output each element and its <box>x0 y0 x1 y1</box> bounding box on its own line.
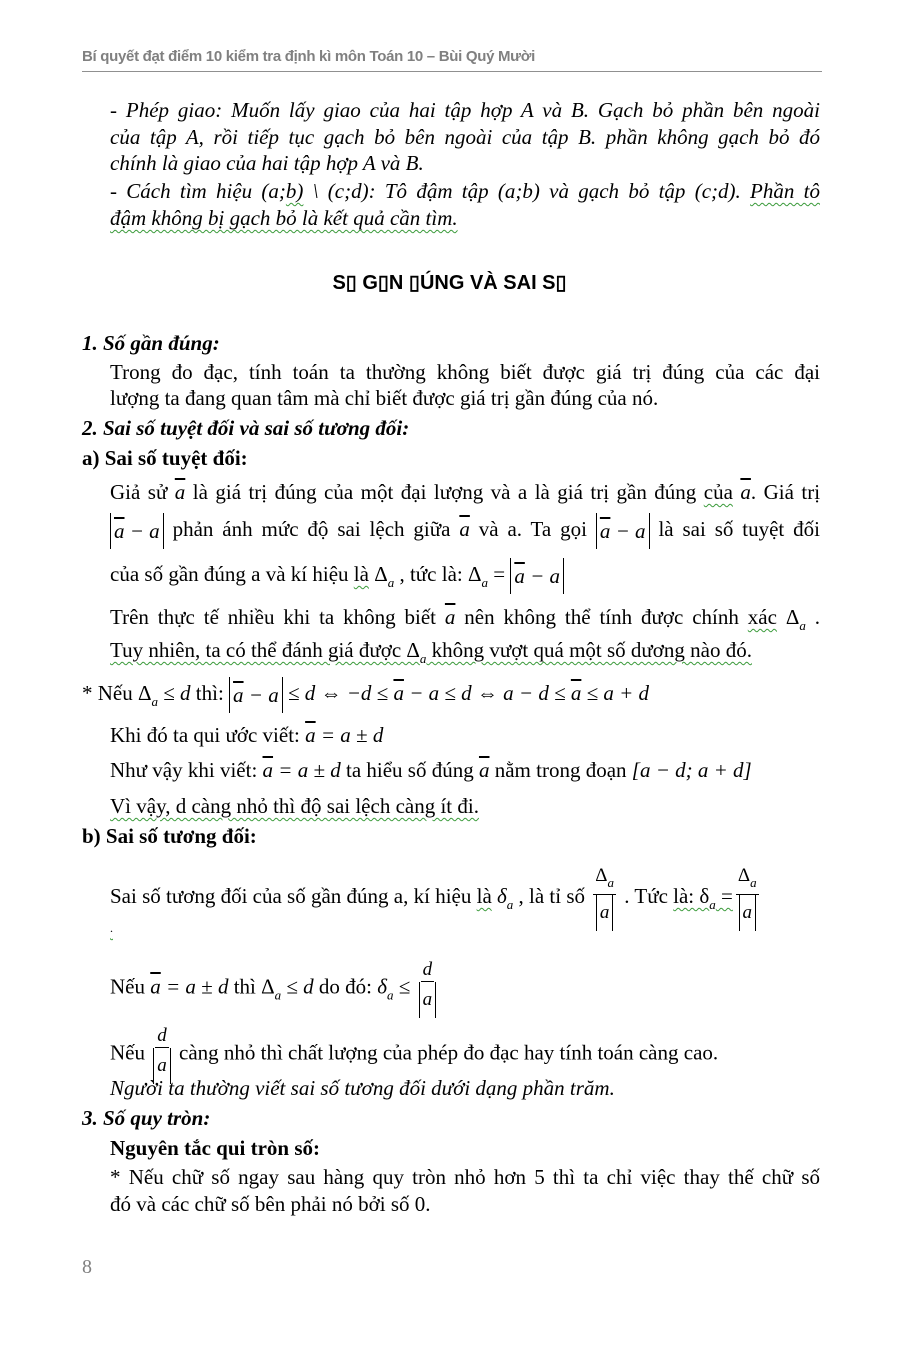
absolute-value <box>110 513 164 549</box>
paragraph-line <box>110 97 820 123</box>
absolute-value <box>739 895 757 931</box>
spellcheck-underlined-text: . <box>110 921 113 935</box>
text-run: Δ <box>595 865 608 886</box>
math-run: − a ≤ d ⇔ a − d ≤ <box>403 680 571 705</box>
text-run: Người ta thường viết sai số tương đối dưới dạng phần trăm. <box>110 1076 615 1100</box>
text-run: . Giá trị <box>750 480 821 504</box>
denominator <box>419 982 437 1018</box>
paragraph-line <box>110 757 752 783</box>
subscript: a <box>151 693 158 709</box>
formula-line <box>82 677 649 715</box>
text-run: * Nếu chữ số ngay sau hàng quy tròn nhỏ hơn 5 thì ta chỉ việc thay thế chữ số <box>110 1165 820 1189</box>
text-run: \ (c;d): Tô đậm tập (a;b) và gạch bỏ tập (c;d). <box>303 179 751 203</box>
paragraph-line <box>110 1164 820 1190</box>
math-run: = a ± d <box>160 974 229 999</box>
overline-variable: $\overline{a}$ <box>233 683 244 707</box>
text-run: là sai số tuyệt đối <box>649 516 821 541</box>
text-run: Nếu <box>110 1040 151 1065</box>
spellcheck-underlined-text: của <box>703 480 733 504</box>
text-run: * Nếu Δ <box>82 680 152 705</box>
overline-variable: $\overline{a}$ <box>570 680 582 705</box>
text-run: . <box>805 605 821 629</box>
paragraph-line <box>110 793 479 819</box>
spellcheck-underlined-text: b) <box>285 179 304 203</box>
absolute-value <box>596 513 650 549</box>
overline-variable: $\overline{a}$ <box>393 680 404 705</box>
numerator <box>593 865 616 895</box>
text-run: Δ <box>368 561 388 586</box>
math-run: = a ± d <box>273 758 341 782</box>
math-run: δ <box>377 974 388 999</box>
math-run: d <box>180 680 191 705</box>
text-run: nằm trong đoạn <box>489 758 632 782</box>
text-run: ta hiểu số đúng <box>340 758 479 782</box>
spellcheck-underlined-text: xác <box>747 605 777 629</box>
overline-variable: $\overline{a}$ <box>305 723 316 747</box>
text-run: 2. Sai số tuyệt đối và sai số tương đối: <box>82 416 410 440</box>
overline-variable: $\overline{a}$ <box>478 758 490 782</box>
absolute-value <box>229 677 283 713</box>
text-run: Trong đo đạc, tính toán ta thường không biết được giá trị đúng của các đại <box>110 360 820 384</box>
heading-1 <box>82 330 220 356</box>
text-run: , tức là: Δ <box>394 561 482 586</box>
text-run: là giá trị đúng của một đại lượng và a là giá trị gần đúng <box>185 480 704 504</box>
subscript: a <box>709 896 716 912</box>
numerator <box>736 865 759 895</box>
stray-dot <box>110 915 113 941</box>
subscript: a <box>799 618 806 633</box>
text-run: 1. Số gần đúng: <box>82 331 220 355</box>
subscript: a <box>387 574 395 590</box>
math-run: d <box>422 959 433 980</box>
overline-variable: $\overline{a}$ <box>150 974 161 999</box>
math-run: d <box>303 974 314 999</box>
text-run: Như vậy khi viết: <box>110 758 263 782</box>
note-line <box>110 1075 615 1101</box>
spellcheck-underlined-text: không vượt quá một số dương nào đó. <box>426 638 752 662</box>
paragraph-line <box>110 124 820 150</box>
overline-variable: $\overline{a}$ <box>514 564 525 588</box>
paragraph-line <box>110 604 820 639</box>
text-run: Nếu <box>110 974 151 999</box>
text-run: của số gần đúng a và kí hiệu <box>110 561 354 586</box>
subscript: a <box>419 651 427 666</box>
math-run: − a <box>524 564 560 588</box>
math-run: a <box>422 989 433 1010</box>
text-run: b) Sai số tương đối: <box>82 824 257 848</box>
text-run: thì Δ <box>228 974 275 999</box>
text-run: lượng ta đang quan tâm mà chỉ biết được giá trị gần đúng của nó. <box>110 386 659 410</box>
spellcheck-underlined-text: là <box>476 883 492 908</box>
text-run: = <box>487 561 511 586</box>
text-run: a) Sai số tuyệt đối: <box>82 446 248 470</box>
fraction <box>419 959 437 1018</box>
paragraph-line <box>110 865 762 931</box>
fraction <box>593 865 616 931</box>
numerator <box>155 1025 169 1048</box>
paragraph-line <box>110 479 820 505</box>
subscript: a <box>750 875 757 890</box>
math-run: δ <box>497 883 507 908</box>
paragraph-line <box>110 205 458 231</box>
paragraph-line <box>110 150 424 176</box>
math-run: ≤ d ⇔ −d ≤ <box>282 680 394 705</box>
text-run: phản ánh mức độ sai lệch giữa <box>163 516 460 541</box>
text-run: ≤ <box>393 974 416 999</box>
math-run: ≤ a + d <box>581 680 650 705</box>
overline-variable: $\overline{a}$ <box>174 480 186 504</box>
overline-variable: $\overline{a}$ <box>740 480 751 504</box>
paragraph-line <box>110 178 820 204</box>
text-run: , là tỉ số <box>513 883 591 908</box>
denominator <box>596 895 614 931</box>
math-run: a <box>742 902 752 923</box>
text-run: Δ <box>737 865 751 886</box>
text-run: Δ <box>776 605 800 629</box>
subheading-b <box>82 823 257 849</box>
paragraph-line <box>110 513 820 549</box>
text-run: 3. Số quy tròn: <box>82 1106 211 1130</box>
text-run: chính là giao của hai tập hợp A và B. <box>110 151 424 175</box>
paragraph-line <box>110 722 383 748</box>
math-run: − a <box>610 519 646 543</box>
formula-line <box>110 959 439 1018</box>
overline-variable: $\overline{a}$ <box>459 516 470 541</box>
text-run: của tập A, rồi tiếp tục gạch bỏ bên ngoài của tập B. phần không gạch bỏ đó <box>110 125 820 149</box>
text-run: Trên thực tế nhiều khi ta không biết <box>110 605 445 629</box>
text-run: ≤ <box>281 974 304 999</box>
text-run: thì: <box>190 680 230 705</box>
text-run: đó và các chữ số bên phải nó bởi số 0. <box>110 1192 431 1216</box>
paragraph-line <box>110 1191 431 1217</box>
rule-heading <box>110 1135 320 1161</box>
numerator <box>421 959 435 982</box>
subscript: a <box>607 875 614 890</box>
text-run: Khi đó ta qui ước viết: <box>110 723 306 747</box>
spellcheck-underlined-text: = <box>715 883 733 908</box>
denominator <box>739 895 757 931</box>
text-run: Sai số tương đối của số gần đúng a, kí hiệu <box>110 883 477 908</box>
text-run: càng nhỏ thì chất lượng của phép đo đạc hay tính toán càng cao. <box>173 1040 719 1065</box>
subscript: a <box>506 896 514 912</box>
text-run: Giả sử <box>110 480 175 504</box>
text-run: Nguyên tắc qui tròn số: <box>110 1136 321 1160</box>
text-run: do đó: <box>313 974 378 999</box>
text-run: - Phép giao: Muốn lấy giao của hai tập hợp A và B. Gạch bỏ phần bên ngoài <box>110 98 820 122</box>
section-title: S▯ G▯N ▯ÚNG VÀ SAI S▯ <box>332 272 567 294</box>
overline-variable: $\overline{a}$ <box>262 758 274 782</box>
paragraph-line <box>110 558 564 596</box>
math-run: [a − d; a + d] <box>631 758 752 782</box>
paragraph-line <box>110 637 752 672</box>
overline-variable: $\overline{a}$ <box>599 519 611 543</box>
math-run: − a <box>124 519 160 543</box>
text-run: ≤ <box>158 680 181 705</box>
math-run: a <box>599 902 610 923</box>
paragraph-line <box>110 359 820 385</box>
overline-variable: $\overline{a}$ <box>114 519 125 543</box>
subscript: a <box>481 574 488 590</box>
running-header: Bí quyết đạt điểm 10 kiểm tra định kì môn Toán 10 – Bùi Quý Mười <box>82 48 535 65</box>
spellcheck-underlined-text: Phần tô <box>750 179 820 203</box>
heading-2 <box>82 415 409 441</box>
absolute-value <box>419 982 437 1018</box>
overline-variable: $\overline{a}$ <box>444 605 456 629</box>
subheading-a <box>82 445 248 471</box>
subscript: a <box>387 987 394 1003</box>
page-number: 8 <box>82 1256 92 1278</box>
math-run: d <box>157 1025 167 1046</box>
spellcheck-underlined-text: Vì vậy, d càng nhỏ thì độ sai lệch càng ít đi. <box>110 794 479 818</box>
heading-3 <box>82 1105 210 1131</box>
header-divider <box>82 71 822 72</box>
absolute-value <box>510 558 564 594</box>
fraction <box>736 865 759 931</box>
spellcheck-underlined-text: là <box>353 561 369 586</box>
math-run: − a <box>243 683 279 707</box>
spellcheck-underlined-text: là: δ <box>673 883 710 908</box>
text-run: và a. Ta gọi <box>469 516 596 541</box>
spellcheck-underlined-text: Tuy nhiên, ta có thể đánh giá được Δ <box>110 638 420 662</box>
text-run: nên không thể tính được chính <box>455 605 748 629</box>
spellcheck-underlined-text: đậm không bị gạch bỏ là kết quả cần tìm. <box>110 206 458 230</box>
absolute-value <box>596 895 614 931</box>
math-run: a <box>157 1055 167 1076</box>
text-run: . Tức <box>619 883 674 908</box>
paragraph-line <box>110 385 658 411</box>
subscript: a <box>274 987 282 1003</box>
math-run: = a ± d <box>315 723 384 747</box>
text-run: - Cách tìm hiệu (a; <box>110 179 286 203</box>
